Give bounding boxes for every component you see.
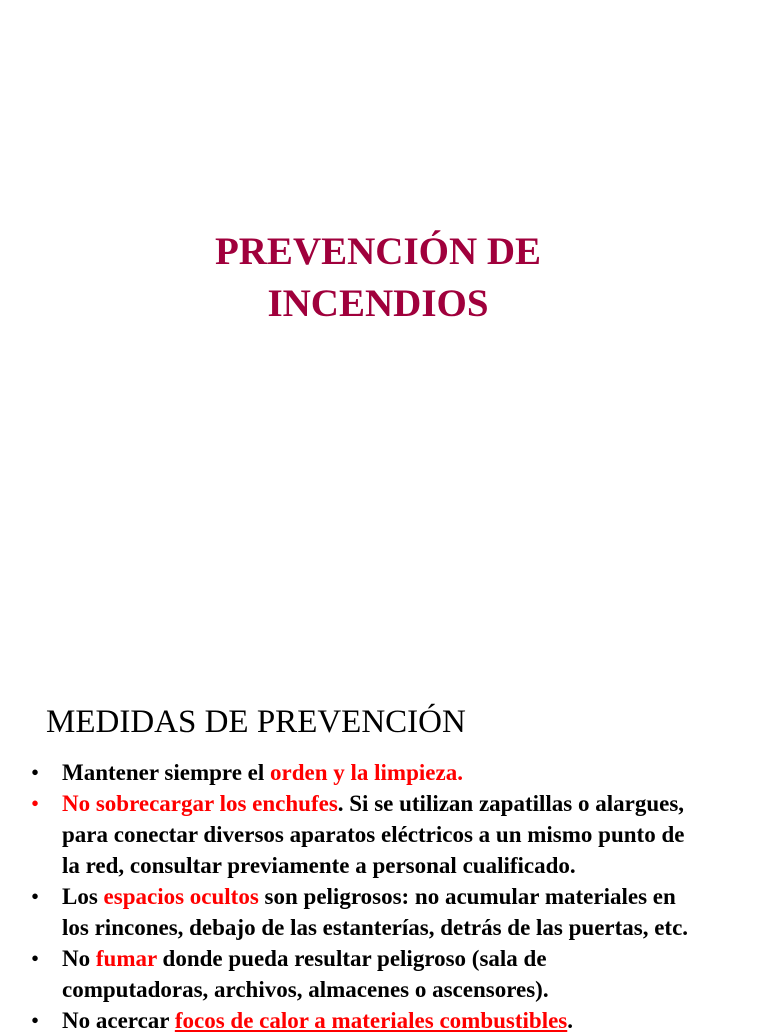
list-item-text: Los <box>62 884 104 909</box>
bullet-icon: • <box>31 791 40 816</box>
list-item-highlight: fumar <box>95 946 157 971</box>
bullet-icon: • <box>31 1008 40 1033</box>
list-item <box>0 788 768 881</box>
list-item-line <box>62 1005 762 1036</box>
list-item-text: son peligrosos: no acumular materiales en <box>258 884 676 909</box>
list-item-line: computadoras, archivos, almacenes o ascensores). <box>62 977 549 1002</box>
prevention-measures-list <box>0 757 768 1036</box>
list-item-line <box>62 943 762 974</box>
list-item-line: para conectar diversos aparatos eléctricos a un mismo punto de <box>62 822 685 847</box>
list-item-text: . <box>567 1008 574 1033</box>
list-item <box>0 1005 768 1036</box>
title-line-2: INCENDIOS <box>267 282 489 325</box>
list-item-line <box>62 757 762 788</box>
bullet-icon: • <box>31 946 40 971</box>
list-item-highlight: orden y la limpieza. <box>270 760 463 785</box>
list-item-highlight: No sobrecargar los enchufes <box>62 791 338 816</box>
list-item-line <box>62 881 762 912</box>
list-item-text: No <box>62 946 96 971</box>
list-item-line: la red, consultar previamente a personal cualificado. <box>62 853 576 878</box>
list-item-text: Mantener siempre el <box>62 760 271 785</box>
page-title <box>0 226 756 330</box>
list-item <box>0 881 768 943</box>
list-item-text: donde pueda resultar peligroso (sala de <box>156 946 547 971</box>
list-item-text: . Si se utilizan zapatillas o alargues, <box>337 791 685 816</box>
list-item-text: No acercar <box>62 1008 175 1033</box>
section-heading: MEDIDAS DE PREVENCIÓN <box>46 704 466 740</box>
list-item <box>0 757 768 788</box>
list-item-line: los rincones, debajo de las estanterías, detrás de las puertas, etc. <box>62 915 689 940</box>
list-item-line <box>62 788 762 819</box>
bullet-icon: • <box>31 884 40 909</box>
list-item <box>0 943 768 1005</box>
bullet-icon: • <box>31 760 40 785</box>
list-item-highlight: espacios ocultos <box>103 884 259 909</box>
title-line-1: PREVENCIÓN DE <box>214 230 542 273</box>
list-item-highlight: focos de calor a materiales combustibles <box>174 1008 568 1033</box>
